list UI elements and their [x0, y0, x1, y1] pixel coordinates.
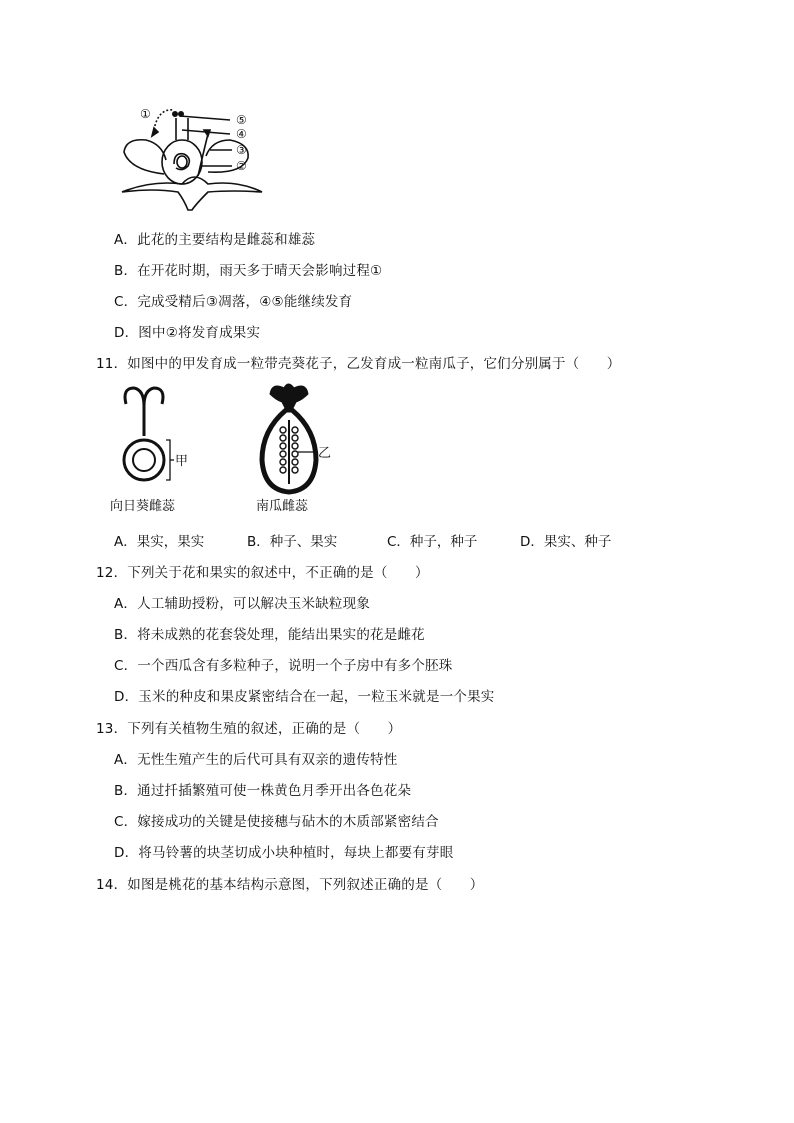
label-yi: 乙	[318, 446, 332, 461]
q12-option-c: C．一个西瓜含有多粒种子，说明一个子房中有多个胚珠	[114, 658, 453, 674]
q13-option-a: A．无性生殖产生的后代可具有双亲的遗传特性	[114, 752, 398, 768]
q10-option-c: C．完成受精后③凋落，④⑤能继续发育	[114, 294, 353, 310]
q11-stem: 11．如图中的甲发育成一粒带壳葵花子，乙发育成一粒南瓜子，它们分别属于（ ）	[96, 356, 621, 372]
q11-option-b: B．种子、果实	[247, 534, 338, 550]
q10-option-a: A．此花的主要结构是雌蕊和雄蕊	[114, 232, 316, 248]
label-4: ④	[236, 127, 247, 141]
label-jia: 甲	[175, 454, 189, 469]
label-2: ②	[236, 159, 247, 173]
q13-option-d: D．将马铃薯的块茎切成小块种植时，每块上都要有芽眼	[114, 845, 454, 861]
q11-option-a: A．果实，果实	[114, 534, 205, 550]
label-5: ⑤	[236, 113, 247, 127]
q13-option-b: B．通过扦插繁殖可使一株黄色月季开出各色花朵	[114, 783, 412, 799]
q12-option-d: D．玉米的种皮和果皮紧密结合在一起，一粒玉米就是一个果实	[114, 689, 495, 705]
flower-structure-figure	[112, 100, 274, 212]
q11-options	[114, 530, 674, 550]
q12-stem: 12．下列关于花和果实的叙述中，不正确的是（ ）	[96, 565, 429, 581]
label-1: ①	[140, 107, 151, 121]
q12-option-b: B．将未成熟的花套袋处理，能结出果实的花是雌花	[114, 627, 425, 643]
label-3: ③	[236, 143, 247, 157]
sunflower-caption: 向日葵雌蕊	[110, 499, 176, 514]
pumpkin-pistil-figure	[250, 380, 360, 520]
q12-option-a: A．人工辅助授粉，可以解决玉米缺粒现象	[114, 596, 371, 612]
q11-option-c: C．种子，种子	[387, 534, 478, 550]
q10-option-d: D．图中②将发育成果实	[114, 325, 261, 341]
sunflower-pistil-figure	[108, 380, 208, 520]
q11-option-d: D．果实、种子	[520, 534, 612, 550]
q13-option-c: C．嫁接成功的关键是使接穗与砧木的木质部紧密结合	[114, 814, 439, 830]
pumpkin-caption: 南瓜雌蕊	[256, 499, 309, 514]
q13-stem: 13．下列有关植物生殖的叙述，正确的是（ ）	[96, 721, 402, 737]
q10-option-b: B．在开花时期，雨天多于晴天会影响过程①	[114, 263, 383, 279]
q14-stem: 14．如图是桃花的基本结构示意图，下列叙述正确的是（ ）	[96, 877, 484, 893]
